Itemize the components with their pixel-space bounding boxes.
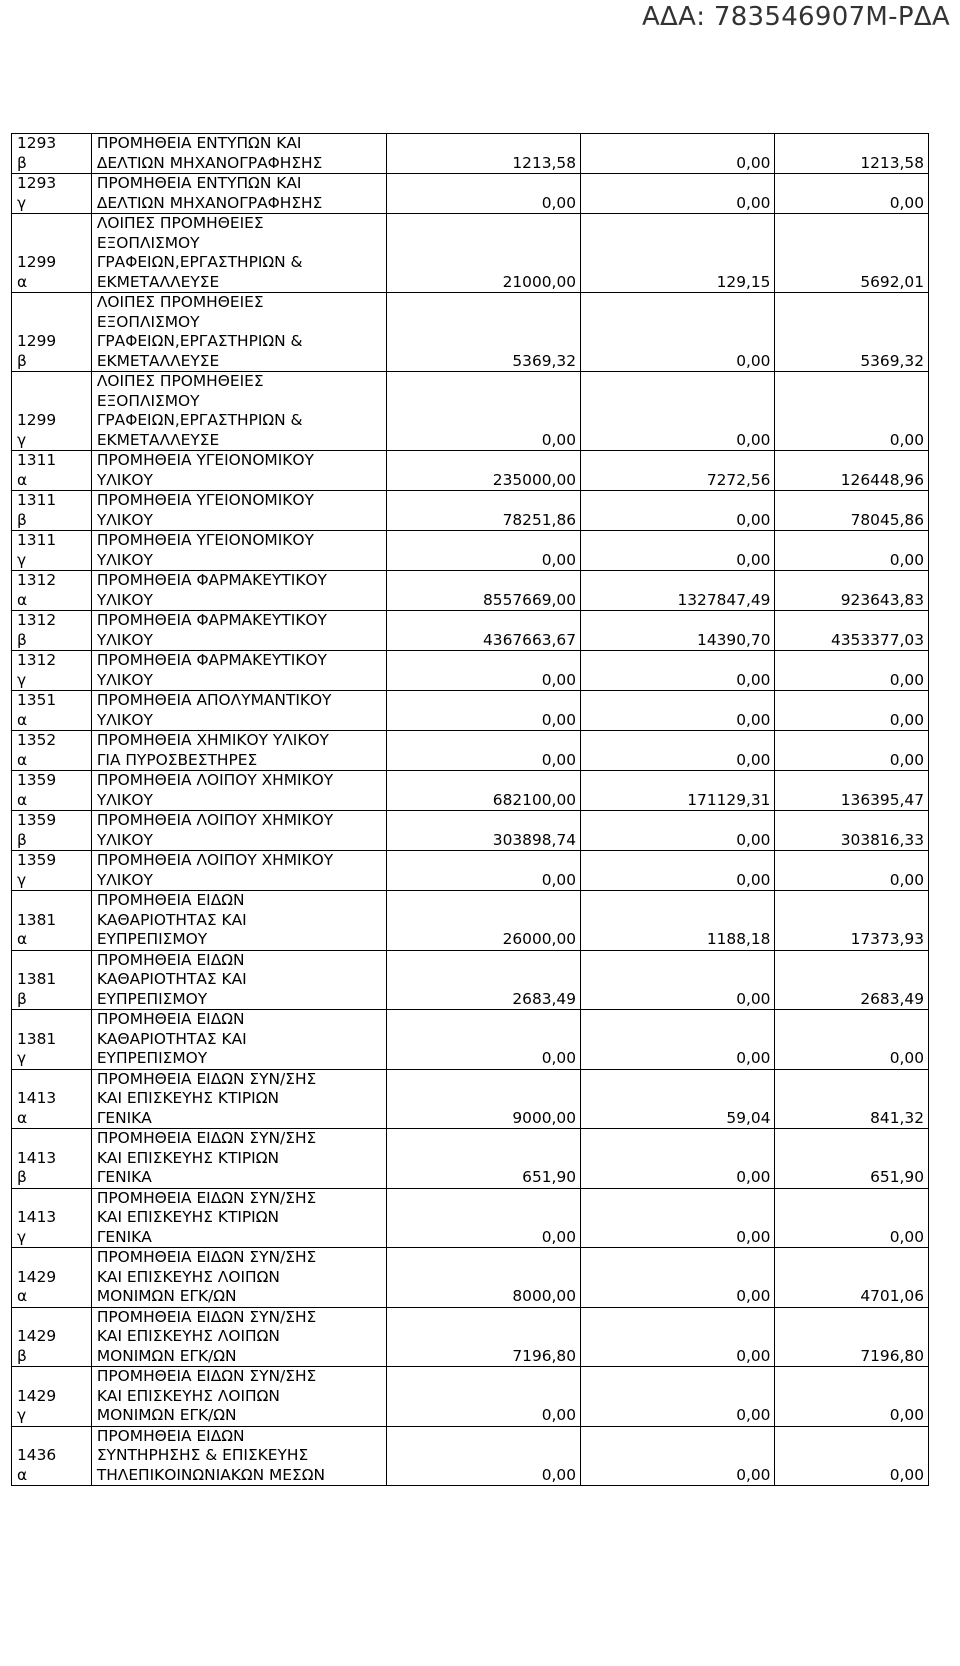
remaining-amount: 136395,47 <box>775 771 929 811</box>
table-row <box>12 811 929 851</box>
committed-amount: 0,00 <box>581 491 775 531</box>
description-cell <box>91 1069 386 1129</box>
account-code-cell <box>12 1307 92 1367</box>
budget-amount: 0,00 <box>386 1188 580 1248</box>
committed-amount: 0,00 <box>581 1010 775 1070</box>
account-code: 1381 <box>17 970 57 988</box>
budget-amount: 0,00 <box>386 691 580 731</box>
committed-amount: 0,00 <box>581 851 775 891</box>
account-code: 1299 <box>17 332 57 350</box>
description-line: ΥΛΙΚΟΥ <box>96 790 153 809</box>
table-row <box>12 1307 929 1367</box>
budget-amount: 0,00 <box>386 731 580 771</box>
description-cell <box>91 293 386 372</box>
remaining-amount: 0,00 <box>775 1188 929 1248</box>
description-line: ΓΡΑΦΕΙΩΝ,ΕΡΓΑΣΤΗΡΙΩΝ & <box>96 411 303 429</box>
table-row <box>12 851 929 891</box>
table-row <box>12 372 929 451</box>
description-line: ΜΟΝΙΜΩΝ ΕΓΚ/ΩΝ <box>96 1287 237 1305</box>
account-code-cell <box>12 1010 92 1070</box>
description-line: ΓΕΝΙΚΑ <box>96 1168 152 1186</box>
remaining-amount: 0,00 <box>775 1367 929 1427</box>
account-subcode: γ <box>17 870 27 889</box>
description-line: ΠΡΟΜΗΘΕΙΑ ΛΟΙΠΟΥ ΧΗΜΙΚΟΥ <box>96 771 334 789</box>
account-code: 1413 <box>17 1208 57 1226</box>
description-line: ΕΥΠΡΕΠΙΣΜΟΥ <box>96 930 208 948</box>
account-subcode: β <box>17 153 27 172</box>
description-line: ΣΥΝΤΗΡΗΣΗΣ & ΕΠΙΣΚΕΥΗΣ <box>96 1446 309 1464</box>
budget-amount: 5369,32 <box>386 293 580 372</box>
account-subcode: α <box>17 930 28 948</box>
remaining-amount: 0,00 <box>775 691 929 731</box>
account-subcode: β <box>17 989 27 1008</box>
account-code: 1381 <box>17 1029 57 1048</box>
budget-amount: 0,00 <box>386 651 580 691</box>
remaining-amount: 5369,32 <box>775 293 929 372</box>
budget-amount: 2683,49 <box>386 950 580 1010</box>
committed-amount: 0,00 <box>581 293 775 372</box>
description-line: ΠΡΟΜΗΘΕΙΑ ΥΓΕΙΟΝΟΜΙΚΟΥ <box>96 491 314 509</box>
account-subcode: α <box>17 1287 28 1305</box>
committed-amount: 59,04 <box>581 1069 775 1129</box>
account-code: 1429 <box>17 1386 57 1405</box>
remaining-amount: 0,00 <box>775 851 929 891</box>
remaining-amount: 7196,80 <box>775 1307 929 1367</box>
description-cell <box>91 134 386 174</box>
description-cell <box>91 1129 386 1189</box>
committed-amount: 0,00 <box>581 372 775 451</box>
description-line: ΚΑΙ ΕΠΙΣΚΕΥΗΣ ΛΟΙΠΩΝ <box>96 1267 280 1286</box>
description-cell <box>91 1426 386 1486</box>
committed-amount: 0,00 <box>581 1367 775 1427</box>
description-cell <box>91 771 386 811</box>
table-row <box>12 214 929 293</box>
account-code: 1436 <box>17 1446 57 1464</box>
table-row <box>12 1426 929 1486</box>
table-row <box>12 293 929 372</box>
account-subcode: γ <box>17 1049 27 1067</box>
description-line: ΠΡΟΜΗΘΕΙΑ ΛΟΙΠΟΥ ΧΗΜΙΚΟΥ <box>96 851 334 869</box>
budget-amount: 303898,74 <box>386 811 580 851</box>
remaining-amount: 0,00 <box>775 372 929 451</box>
table-row <box>12 1248 929 1308</box>
account-code-cell <box>12 1426 92 1486</box>
description-line: ΓΡΑΦΕΙΩΝ,ΕΡΓΑΣΤΗΡΙΩΝ & <box>96 332 303 350</box>
remaining-amount: 126448,96 <box>775 451 929 491</box>
account-subcode: α <box>17 590 28 609</box>
description-line: ΠΡΟΜΗΘΕΙΑ ΦΑΡΜΑΚΕΥΤΙΚΟΥ <box>96 571 327 589</box>
table-row <box>12 691 929 731</box>
description-cell <box>91 691 386 731</box>
description-line: ΚΑΙ ΕΠΙΣΚΕΥΗΣ ΛΟΙΠΩΝ <box>96 1386 280 1405</box>
description-line: ΕΚΜΕΤΑΛΛΕΥΣΕ <box>96 430 220 449</box>
account-code-cell <box>12 651 92 691</box>
account-subcode: β <box>17 630 27 649</box>
description-line: ΠΡΟΜΗΘΕΙΑ ΦΑΡΜΑΚΕΥΤΙΚΟΥ <box>96 611 327 629</box>
committed-amount: 129,15 <box>581 214 775 293</box>
description-line: ΔΕΛΤΙΩΝ ΜΗΧΑΝΟΓΡΑΦΗΣΗΣ <box>96 193 323 212</box>
description-line: ΥΛΙΚΟΥ <box>96 550 153 569</box>
description-line: ΠΡΟΜΗΘΕΙΑ ΥΓΕΙΟΝΟΜΙΚΟΥ <box>96 451 314 469</box>
description-line: ΚΑΙ ΕΠΙΣΚΕΥΗΣ ΚΤΙΡΙΩΝ <box>96 1089 279 1107</box>
account-code: 1299 <box>17 253 57 271</box>
budget-amount: 0,00 <box>386 1426 580 1486</box>
table-row <box>12 134 929 174</box>
table-row <box>12 651 929 691</box>
account-code-cell <box>12 1367 92 1427</box>
budget-amount: 682100,00 <box>386 771 580 811</box>
account-code-cell <box>12 731 92 771</box>
description-line: ΚΑΘΑΡΙΟΤΗΤΑΣ ΚΑΙ <box>96 970 247 988</box>
description-cell <box>91 372 386 451</box>
committed-amount: 0,00 <box>581 651 775 691</box>
committed-amount: 0,00 <box>581 1426 775 1486</box>
budget-amount: 4367663,67 <box>386 611 580 651</box>
budget-amount: 26000,00 <box>386 891 580 951</box>
account-code-cell <box>12 1248 92 1308</box>
budget-amount: 8000,00 <box>386 1248 580 1308</box>
description-line: ΛΟΙΠΕΣ ΠΡΟΜΗΘΕΙΕΣ <box>96 372 264 390</box>
remaining-amount: 0,00 <box>775 174 929 214</box>
description-cell <box>91 531 386 571</box>
description-line: ΓΕΝΙΚΑ <box>96 1227 152 1246</box>
description-cell <box>91 891 386 951</box>
account-code: 1352 <box>17 731 57 749</box>
description-line: ΜΟΝΙΜΩΝ ΕΓΚ/ΩΝ <box>96 1406 237 1424</box>
account-subcode: α <box>17 1108 28 1127</box>
remaining-amount: 17373,93 <box>775 891 929 951</box>
account-subcode: β <box>17 510 27 529</box>
description-cell <box>91 611 386 651</box>
description-cell <box>91 1188 386 1248</box>
description-line: ΠΡΟΜΗΘΕΙΑ ΑΠΟΛΥΜΑΝΤΙΚΟΥ <box>96 691 332 709</box>
description-line: ΠΡΟΜΗΘΕΙΑ ΕΙΔΩΝ <box>96 1010 245 1028</box>
account-subcode: α <box>17 790 28 809</box>
budget-amount: 21000,00 <box>386 214 580 293</box>
account-code: 1312 <box>17 611 57 629</box>
remaining-amount: 651,90 <box>775 1129 929 1189</box>
account-code: 1381 <box>17 910 57 929</box>
committed-amount: 0,00 <box>581 1129 775 1189</box>
account-subcode: α <box>17 750 28 769</box>
account-subcode: α <box>17 710 28 729</box>
committed-amount: 171129,31 <box>581 771 775 811</box>
description-cell <box>91 451 386 491</box>
description-line: ΚΑΙ ΕΠΙΣΚΕΥΗΣ ΚΤΙΡΙΩΝ <box>96 1208 279 1226</box>
description-line: ΕΞΟΠΛΙΣΜΟΥ <box>96 233 200 252</box>
budget-amount: 78251,86 <box>386 491 580 531</box>
description-line: ΓΕΝΙΚΑ <box>96 1108 152 1127</box>
account-code: 1413 <box>17 1089 57 1107</box>
account-code-cell <box>12 491 92 531</box>
remaining-amount: 78045,86 <box>775 491 929 531</box>
account-subcode: γ <box>17 193 27 212</box>
description-line: ΠΡΟΜΗΘΕΙΑ ΛΟΙΠΟΥ ΧΗΜΙΚΟΥ <box>96 811 334 829</box>
description-cell <box>91 651 386 691</box>
account-code-cell <box>12 571 92 611</box>
description-cell <box>91 214 386 293</box>
committed-amount: 7272,56 <box>581 451 775 491</box>
description-line: ΕΞΟΠΛΙΣΜΟΥ <box>96 312 200 331</box>
description-line: ΠΡΟΜΗΘΕΙΑ ΕΙΔΩΝ ΣΥΝ/ΣΗΣ <box>96 1069 317 1088</box>
account-subcode: γ <box>17 670 27 689</box>
description-line: ΠΡΟΜΗΘΕΙΑ ΕΙΔΩΝ ΣΥΝ/ΣΗΣ <box>96 1307 317 1326</box>
description-line: ΠΡΟΜΗΘΕΙΑ ΥΓΕΙΟΝΟΜΙΚΟΥ <box>96 531 314 549</box>
account-code-cell <box>12 1069 92 1129</box>
table-row <box>12 771 929 811</box>
description-cell <box>91 1010 386 1070</box>
description-cell <box>91 491 386 531</box>
description-cell <box>91 851 386 891</box>
committed-amount: 0,00 <box>581 134 775 174</box>
account-subcode: γ <box>17 430 27 449</box>
table-row <box>12 1367 929 1427</box>
account-code-cell <box>12 811 92 851</box>
account-code: 1429 <box>17 1267 57 1286</box>
budget-amount: 8557669,00 <box>386 571 580 611</box>
description-line: ΚΑΘΑΡΙΟΤΗΤΑΣ ΚΑΙ <box>96 1029 247 1048</box>
account-subcode: β <box>17 351 27 370</box>
description-line: ΥΛΙΚΟΥ <box>96 470 153 489</box>
description-line: ΛΟΙΠΕΣ ΠΡΟΜΗΘΕΙΕΣ <box>96 293 264 311</box>
account-code-cell <box>12 611 92 651</box>
account-code-cell <box>12 293 92 372</box>
description-cell <box>91 174 386 214</box>
account-subcode: γ <box>17 1227 27 1246</box>
description-line: ΠΡΟΜΗΘΕΙΑ ΕΝΤΥΠΩΝ ΚΑΙ <box>96 174 302 192</box>
account-subcode: β <box>17 1168 27 1186</box>
description-line: ΚΑΙ ΕΠΙΣΚΕΥΗΣ ΛΟΙΠΩΝ <box>96 1327 280 1345</box>
description-line: ΕΞΟΠΛΙΣΜΟΥ <box>96 391 200 410</box>
committed-amount: 1188,18 <box>581 891 775 951</box>
description-line: ΔΕΛΤΙΩΝ ΜΗΧΑΝΟΓΡΑΦΗΣΗΣ <box>96 153 323 172</box>
budget-amount: 651,90 <box>386 1129 580 1189</box>
account-code-cell <box>12 214 92 293</box>
budget-amount: 0,00 <box>386 174 580 214</box>
budget-amount: 7196,80 <box>386 1307 580 1367</box>
account-code-cell <box>12 1129 92 1189</box>
table-row <box>12 491 929 531</box>
description-cell <box>91 811 386 851</box>
committed-amount: 0,00 <box>581 174 775 214</box>
account-code: 1299 <box>17 411 57 429</box>
description-line: ΥΛΙΚΟΥ <box>96 630 153 649</box>
table-row <box>12 174 929 214</box>
description-line: ΠΡΟΜΗΘΕΙΑ ΕΝΤΥΠΩΝ ΚΑΙ <box>96 134 302 152</box>
budget-amount: 0,00 <box>386 1367 580 1427</box>
account-code: 1311 <box>17 531 57 549</box>
budget-amount: 235000,00 <box>386 451 580 491</box>
ada-identifier: ΑΔΑ: 783546907Μ-ΡΔΑ <box>641 2 950 32</box>
committed-amount: 0,00 <box>581 1307 775 1367</box>
description-line: ΠΡΟΜΗΘΕΙΑ ΕΙΔΩΝ <box>96 891 245 909</box>
description-cell <box>91 1367 386 1427</box>
description-line: ΠΡΟΜΗΘΕΙΑ ΕΙΔΩΝ ΣΥΝ/ΣΗΣ <box>96 1129 317 1147</box>
account-subcode: γ <box>17 550 27 569</box>
committed-amount: 0,00 <box>581 731 775 771</box>
budget-amount: 0,00 <box>386 531 580 571</box>
account-code: 1293 <box>17 174 57 192</box>
account-code-cell <box>12 891 92 951</box>
account-code-cell <box>12 950 92 1010</box>
description-line: ΠΡΟΜΗΘΕΙΑ ΕΙΔΩΝ <box>96 1426 245 1445</box>
budget-amount: 0,00 <box>386 851 580 891</box>
description-line: ΕΥΠΡΕΠΙΣΜΟΥ <box>96 1049 208 1067</box>
table-row <box>12 950 929 1010</box>
account-code-cell <box>12 174 92 214</box>
committed-amount: 0,00 <box>581 691 775 731</box>
committed-amount: 0,00 <box>581 811 775 851</box>
table-row <box>12 571 929 611</box>
committed-amount: 0,00 <box>581 950 775 1010</box>
account-code: 1359 <box>17 771 57 789</box>
description-line: ΕΥΠΡΕΠΙΣΜΟΥ <box>96 989 208 1008</box>
account-code: 1359 <box>17 851 57 869</box>
committed-amount: 1327847,49 <box>581 571 775 611</box>
account-code: 1429 <box>17 1327 57 1345</box>
description-line: ΛΟΙΠΕΣ ΠΡΟΜΗΘΕΙΕΣ <box>96 214 264 232</box>
remaining-amount: 5692,01 <box>775 214 929 293</box>
account-code: 1311 <box>17 451 57 469</box>
budget-amount: 1213,58 <box>386 134 580 174</box>
description-line: ΥΛΙΚΟΥ <box>96 710 153 729</box>
description-line: ΚΑΘΑΡΙΟΤΗΤΑΣ ΚΑΙ <box>96 910 247 929</box>
description-line: ΜΟΝΙΜΩΝ ΕΓΚ/ΩΝ <box>96 1346 237 1365</box>
account-code-cell <box>12 451 92 491</box>
remaining-amount: 923643,83 <box>775 571 929 611</box>
remaining-amount: 2683,49 <box>775 950 929 1010</box>
account-code: 1311 <box>17 491 57 509</box>
description-cell <box>91 950 386 1010</box>
account-code-cell <box>12 372 92 451</box>
table-row <box>12 1188 929 1248</box>
table-row <box>12 611 929 651</box>
account-code: 1413 <box>17 1148 57 1167</box>
account-code: 1359 <box>17 811 57 829</box>
table-row <box>12 1069 929 1129</box>
account-subcode: α <box>17 1465 28 1484</box>
remaining-amount: 303816,33 <box>775 811 929 851</box>
budget-amount: 0,00 <box>386 372 580 451</box>
account-code-cell <box>12 134 92 174</box>
remaining-amount: 0,00 <box>775 1426 929 1486</box>
description-line: ΓΙΑ ΠΥΡΟΣΒΕΣΤΗΡΕΣ <box>96 750 258 769</box>
account-code: 1312 <box>17 571 57 589</box>
remaining-amount: 4701,06 <box>775 1248 929 1308</box>
account-code: 1293 <box>17 134 57 152</box>
committed-amount: 0,00 <box>581 1188 775 1248</box>
budget-amount: 0,00 <box>386 1010 580 1070</box>
description-line: ΤΗΛΕΠΙΚΟΙΝΩΝΙΑΚΩΝ ΜΕΣΩΝ <box>96 1465 326 1484</box>
description-line: ΠΡΟΜΗΘΕΙΑ ΕΙΔΩΝ ΣΥΝ/ΣΗΣ <box>96 1248 317 1266</box>
description-cell <box>91 571 386 611</box>
description-line: ΥΛΙΚΟΥ <box>96 830 153 849</box>
description-cell <box>91 1307 386 1367</box>
remaining-amount: 4353377,03 <box>775 611 929 651</box>
description-line: ΥΛΙΚΟΥ <box>96 590 153 609</box>
account-code: 1351 <box>17 691 57 709</box>
account-code: 1312 <box>17 651 57 669</box>
description-line: ΕΚΜΕΤΑΛΛΕΥΣΕ <box>96 351 220 370</box>
budget-table <box>11 133 929 1486</box>
account-subcode: α <box>17 470 28 489</box>
table-row <box>12 731 929 771</box>
remaining-amount: 0,00 <box>775 651 929 691</box>
description-line: ΠΡΟΜΗΘΕΙΑ ΧΗΜΙΚΟΥ ΥΛΙΚΟΥ <box>96 731 329 749</box>
table-row <box>12 891 929 951</box>
description-line: ΓΡΑΦΕΙΩΝ,ΕΡΓΑΣΤΗΡΙΩΝ & <box>96 253 303 271</box>
description-line: ΥΛΙΚΟΥ <box>96 670 153 689</box>
remaining-amount: 841,32 <box>775 1069 929 1129</box>
description-line: ΕΚΜΕΤΑΛΛΕΥΣΕ <box>96 272 220 291</box>
description-line: ΠΡΟΜΗΘΕΙΑ ΕΙΔΩΝ ΣΥΝ/ΣΗΣ <box>96 1367 317 1385</box>
description-line: ΥΛΙΚΟΥ <box>96 510 153 529</box>
committed-amount: 0,00 <box>581 531 775 571</box>
budget-amount: 9000,00 <box>386 1069 580 1129</box>
description-cell <box>91 1248 386 1308</box>
account-subcode: α <box>17 272 28 291</box>
remaining-amount: 0,00 <box>775 1010 929 1070</box>
description-line: ΠΡΟΜΗΘΕΙΑ ΕΙΔΩΝ ΣΥΝ/ΣΗΣ <box>96 1188 317 1207</box>
table-row <box>12 1010 929 1070</box>
account-code-cell <box>12 771 92 811</box>
remaining-amount: 0,00 <box>775 531 929 571</box>
table-row <box>12 531 929 571</box>
account-code-cell <box>12 691 92 731</box>
description-line: ΚΑΙ ΕΠΙΣΚΕΥΗΣ ΚΤΙΡΙΩΝ <box>96 1148 279 1167</box>
account-subcode: γ <box>17 1406 27 1424</box>
account-code-cell <box>12 531 92 571</box>
remaining-amount: 1213,58 <box>775 134 929 174</box>
budget-table-body <box>12 134 929 1486</box>
description-cell <box>91 731 386 771</box>
description-line: ΠΡΟΜΗΘΕΙΑ ΦΑΡΜΑΚΕΥΤΙΚΟΥ <box>96 651 327 669</box>
account-code-cell <box>12 851 92 891</box>
committed-amount: 14390,70 <box>581 611 775 651</box>
account-subcode: β <box>17 1346 27 1365</box>
description-line: ΠΡΟΜΗΘΕΙΑ ΕΙΔΩΝ <box>96 950 245 969</box>
description-line: ΥΛΙΚΟΥ <box>96 870 153 889</box>
committed-amount: 0,00 <box>581 1248 775 1308</box>
account-subcode: β <box>17 830 27 849</box>
remaining-amount: 0,00 <box>775 731 929 771</box>
table-row <box>12 451 929 491</box>
table-row <box>12 1129 929 1189</box>
account-code-cell <box>12 1188 92 1248</box>
